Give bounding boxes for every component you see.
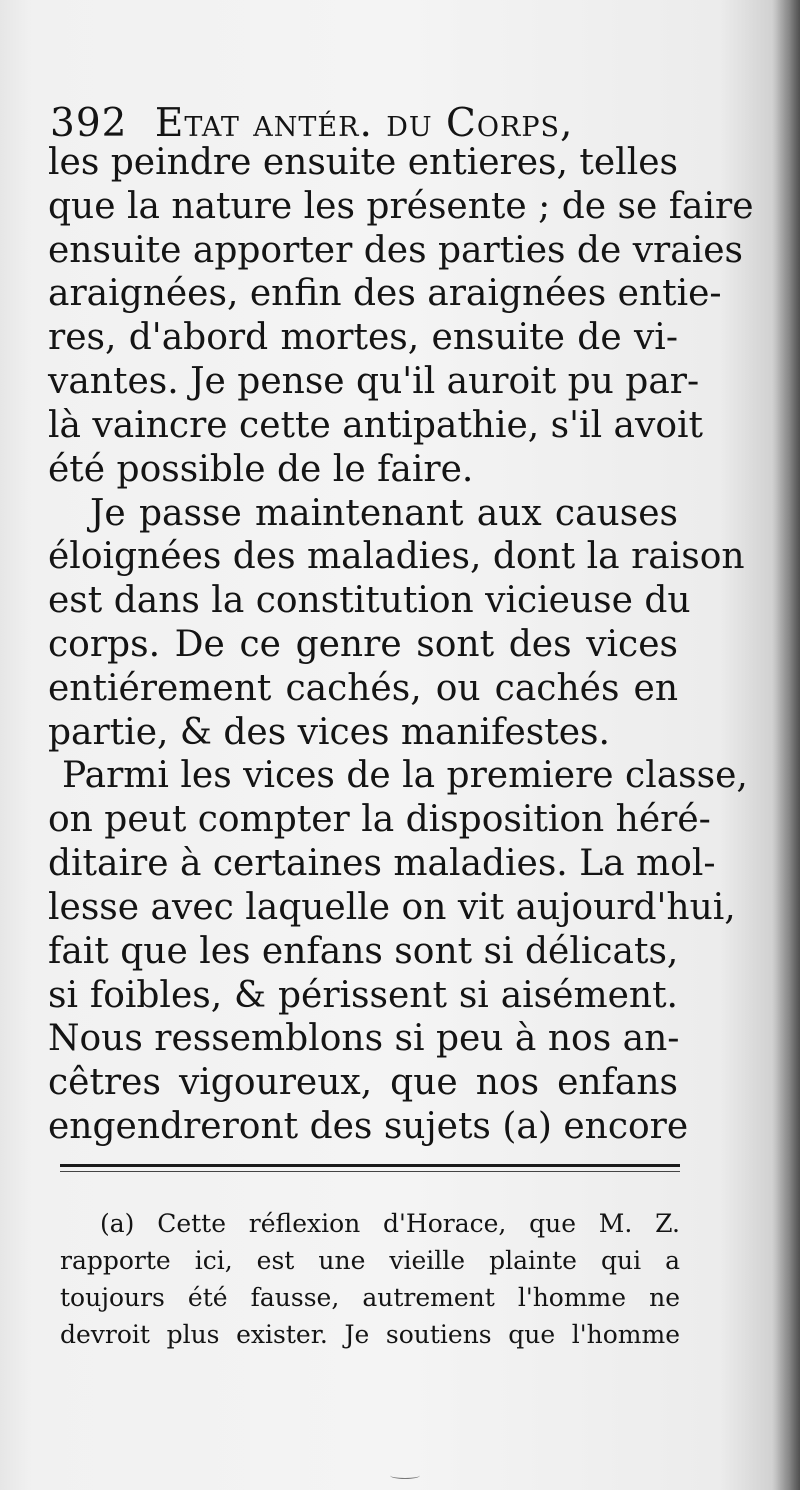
body-line: ditaire à certaines maladies. La mol-: [48, 843, 716, 884]
body-line: Je passe maintenant aux causes: [90, 493, 678, 534]
body-line: est dans la constitution vicieuse du: [48, 580, 691, 621]
page-mark: [390, 1472, 420, 1479]
body-line: cêtres vigoureux, que nos enfans: [48, 1062, 678, 1103]
body-line: vantes. Je pense qu'il auroit pu par-: [48, 361, 700, 402]
footnote-rule: [60, 1164, 680, 1172]
page-gutter-shadow: [772, 0, 800, 1490]
body-line: engendreront des sujets (a) encore: [48, 1106, 689, 1147]
body-line: été possible de le faire.: [48, 449, 474, 490]
body-line: partie, & des vices manifestes.: [48, 712, 610, 753]
body-line: que la nature les présente ; de se faire: [48, 186, 754, 227]
body-line: éloignées des maladies, dont la raison: [48, 536, 745, 577]
body-line: on peut compter la disposition héré-: [48, 799, 711, 840]
body-line: les peindre ensuite entieres, telles: [48, 142, 678, 183]
body-line: lesse avec laquelle on vit aujourd'hui,: [48, 887, 736, 928]
page-number: 392: [50, 101, 128, 146]
footnote-line: rapporte ici, est une vieille plainte qui a: [60, 1246, 680, 1275]
body-line: là vaincre cette antipathie, s'il avoit: [48, 405, 703, 446]
body-line: araignées, enfin des araignées entie-: [48, 273, 722, 314]
running-title: Etat antér. du Corps,: [154, 101, 574, 146]
footnote-line: toujours été fausse, autrement l'homme ne: [60, 1283, 680, 1312]
body-line: ensuite apporter des parties de vraies: [48, 230, 744, 271]
footnote-line: devroit plus exister. Je soutiens que l'homme: [60, 1320, 680, 1349]
body-line: res, d'abord mortes, ensuite de vi-: [48, 317, 678, 358]
body-line: entiérement cachés, ou cachés en: [48, 668, 678, 709]
body-line: corps. De ce genre sont des vices: [48, 624, 678, 665]
footnote-line: (a) Cette réflexion d'Horace, que M. Z.: [100, 1209, 680, 1238]
body-line: si foibles, & périssent si aisément.: [48, 975, 678, 1016]
body-line: fait que les enfans sont si délicats,: [48, 931, 679, 972]
body-line: Parmi les vices de la premiere classe,: [62, 755, 748, 796]
body-line: Nous ressemblons si peu à nos an-: [48, 1018, 680, 1059]
